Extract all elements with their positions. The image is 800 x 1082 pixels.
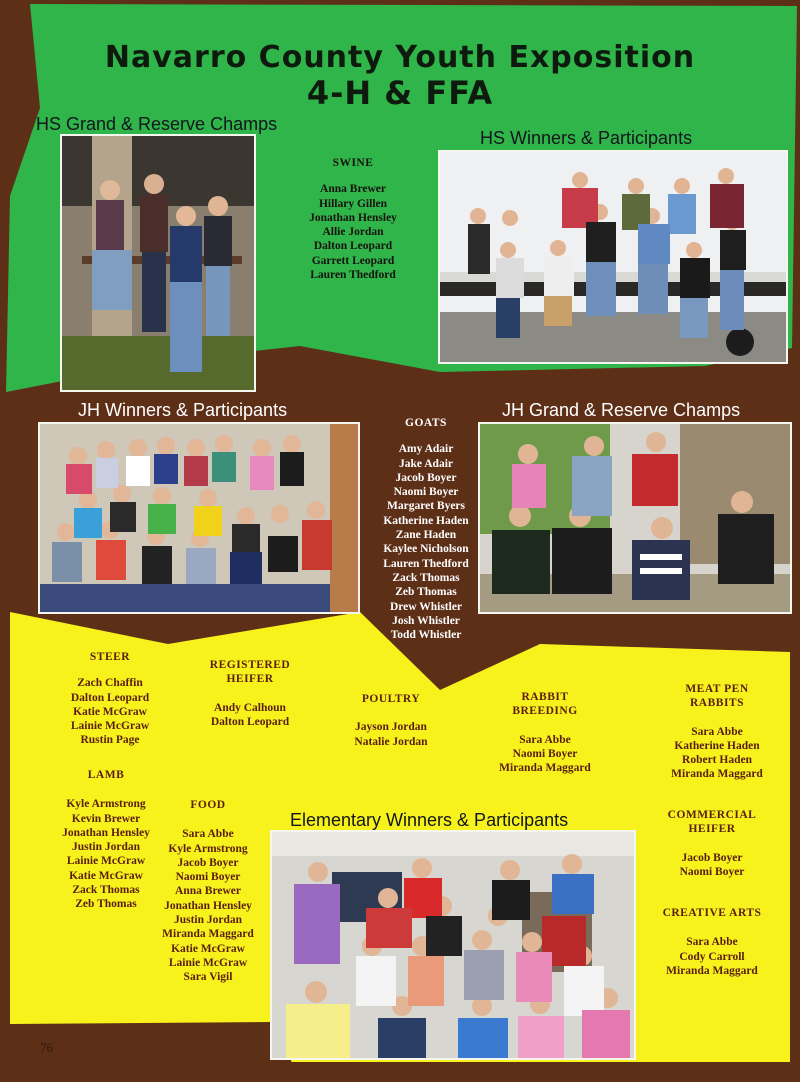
page-title: Navarro County Youth Exposition bbox=[104, 40, 696, 75]
list-item: Katie McGraw bbox=[171, 942, 245, 955]
list-item: Katherine Haden bbox=[383, 514, 469, 527]
list-item: Zack Thomas bbox=[392, 571, 460, 584]
registered-heifer-list bbox=[190, 658, 310, 729]
registered-heifer-heading: REGISTERED bbox=[209, 659, 291, 671]
list-item: Jacob Boyer bbox=[177, 856, 239, 869]
list-item: Margaret Byers bbox=[386, 500, 466, 513]
meat-pen-rabbits-heading: MEAT PEN bbox=[685, 683, 749, 695]
list-item: Jayson Jordan bbox=[355, 721, 427, 734]
list-item: Jacob Boyer bbox=[681, 851, 743, 864]
lamb-heading: LAMB bbox=[87, 769, 125, 781]
steer-list bbox=[50, 650, 170, 748]
swine-list bbox=[284, 156, 422, 282]
photo-hs-grand-champs bbox=[60, 134, 256, 392]
list-item: Cody Carroll bbox=[679, 950, 745, 963]
list-item: Miranda Maggard bbox=[671, 768, 763, 781]
photo-jh-grand-champs bbox=[478, 422, 792, 614]
caption-hs-winners: HS Winners & Participants bbox=[480, 128, 693, 148]
list-item: Jonathan Hensley bbox=[62, 826, 150, 839]
list-item: Natalie Jordan bbox=[354, 735, 428, 748]
list-item: Rustin Page bbox=[80, 734, 140, 747]
list-item: Sara Vigil bbox=[183, 971, 233, 984]
photo-elementary bbox=[270, 830, 636, 1060]
list-item: Jonathan Hensley bbox=[164, 899, 252, 912]
list-item: Katie McGraw bbox=[69, 869, 143, 882]
list-item: Amy Adair bbox=[398, 443, 454, 456]
list-item: Naomi Boyer bbox=[175, 871, 241, 884]
commercial-heifer-heading: COMMERCIAL bbox=[667, 809, 757, 821]
list-item: Sara Abbe bbox=[691, 725, 743, 738]
meat-pen-rabbits-list bbox=[656, 682, 778, 782]
list-item: Dalton Leopard bbox=[210, 715, 290, 728]
list-item: Katie McGraw bbox=[73, 705, 147, 718]
list-item: Naomi Boyer bbox=[512, 747, 578, 760]
list-item: Jake Adair bbox=[399, 457, 453, 470]
list-item: Robert Haden bbox=[682, 754, 752, 767]
creative-arts-heading: CREATIVE ARTS bbox=[662, 907, 762, 919]
list-item: Lauren Thedford bbox=[310, 269, 396, 282]
photo-jh-winners bbox=[38, 422, 360, 614]
registered-heifer-heading-2: HEIFER bbox=[226, 673, 274, 686]
list-item: Justin Jordan bbox=[71, 841, 141, 854]
list-item: Josh Whistler bbox=[392, 614, 460, 627]
meat-pen-rabbits-heading-2: RABBITS bbox=[690, 697, 744, 710]
list-item: Miranda Maggard bbox=[162, 928, 254, 941]
list-item: Sara Abbe bbox=[519, 733, 571, 746]
list-item: Jonathan Hensley bbox=[309, 211, 397, 224]
steer-heading: STEER bbox=[89, 651, 131, 663]
rabbit-breeding-heading-2: BREEDING bbox=[512, 705, 578, 718]
list-item: Zane Haden bbox=[395, 529, 457, 542]
list-item: Naomi Boyer bbox=[679, 865, 745, 878]
list-item: Andy Calhoun bbox=[214, 701, 286, 714]
list-item: Sara Abbe bbox=[182, 828, 234, 841]
list-item: Zach Chaffin bbox=[77, 677, 143, 690]
list-item: Dalton Leopard bbox=[313, 240, 393, 253]
list-item: Katherine Haden bbox=[674, 739, 760, 752]
list-item: Anna Brewer bbox=[175, 885, 241, 898]
list-item: Dalton Leopard bbox=[70, 691, 150, 704]
rabbit-breeding-heading: RABBIT bbox=[521, 691, 569, 703]
list-item: Miranda Maggard bbox=[499, 762, 591, 775]
goats-heading: GOATS bbox=[405, 417, 447, 429]
caption-jh-winners: JH Winners & Participants bbox=[78, 400, 288, 420]
caption-elementary: Elementary Winners & Participants bbox=[290, 810, 569, 830]
commercial-heifer-heading-2: HEIFER bbox=[688, 823, 736, 836]
food-heading: FOOD bbox=[190, 799, 226, 811]
list-item: Hillary Gillen bbox=[318, 197, 388, 210]
page-number: 76 bbox=[40, 1040, 53, 1055]
caption-hs-grand: HS Grand & Reserve Champs bbox=[36, 114, 278, 134]
list-item: Kaylee Nicholson bbox=[383, 543, 469, 556]
list-item: Lauren Thedford bbox=[383, 557, 469, 570]
list-item: Zeb Thomas bbox=[395, 586, 457, 599]
list-item: Todd Whistler bbox=[390, 629, 462, 642]
list-item: Justin Jordan bbox=[173, 914, 243, 927]
list-item: Garrett Leopard bbox=[311, 254, 395, 267]
list-item: Anna Brewer bbox=[320, 183, 386, 196]
caption-jh-grand: JH Grand & Reserve Champs bbox=[502, 400, 741, 420]
commercial-heifer-list bbox=[650, 808, 774, 879]
poultry-heading: POULTRY bbox=[361, 693, 421, 705]
list-item: Sara Abbe bbox=[686, 936, 738, 949]
list-item: Lainie McGraw bbox=[66, 855, 146, 868]
list-item: Kevin Brewer bbox=[71, 812, 141, 825]
food-list bbox=[148, 798, 268, 985]
list-item: Allie Jordan bbox=[322, 226, 384, 239]
list-item: Kyle Armstrong bbox=[168, 842, 248, 855]
list-item: Kyle Armstrong bbox=[66, 798, 146, 811]
list-item: Lainie McGraw bbox=[70, 720, 150, 733]
swine-heading: SWINE bbox=[332, 157, 374, 169]
list-item: Miranda Maggard bbox=[666, 964, 758, 977]
list-item: Naomi Boyer bbox=[393, 486, 459, 499]
page-subtitle: 4-H & FFA bbox=[306, 74, 494, 112]
list-item: Zeb Thomas bbox=[75, 898, 137, 911]
creative-arts-list bbox=[650, 906, 774, 978]
list-item: Jacob Boyer bbox=[395, 471, 457, 484]
photo-hs-winners bbox=[438, 150, 788, 364]
list-item: Zack Thomas bbox=[72, 884, 140, 897]
list-item: Drew Whistler bbox=[389, 600, 463, 613]
goats-list bbox=[356, 416, 496, 642]
rabbit-breeding-list bbox=[484, 690, 606, 775]
list-item: Lainie McGraw bbox=[168, 956, 248, 969]
poultry-list bbox=[330, 692, 452, 749]
